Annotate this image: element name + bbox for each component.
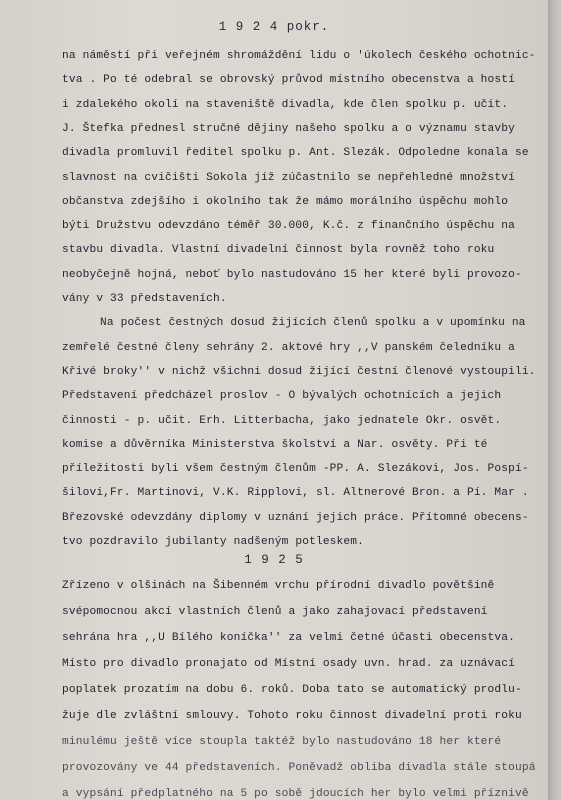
text-line: minulému ještě více stoupla taktéž bylo nastudováno 18 her které: [62, 736, 502, 748]
text-line: činnosti - p. učit. Erh. Litterbacha, jako jednatele Okr. osvět.: [62, 415, 502, 427]
text-line: vány v 33 představeních.: [62, 293, 227, 305]
text-line: divadla promluvil ředitel spolku p. Ant. Slezák. Odpoledne konala se: [62, 147, 529, 159]
text-line: Březovské odevzdány diplomy v uznání jejich práce. Přítomné obecens-: [62, 512, 529, 524]
text-line: stavbu divadla. Vlastní divadelní činnost byla rovněž toho roku: [62, 244, 495, 256]
text-line: komise a důvěrníka Ministerstva školství a Nar. osvěty. Při té: [62, 439, 488, 451]
text-line: Na počest čestných dosud žijících členů spolku a v upomínku na: [100, 317, 526, 329]
text-line: příležitosti byli všem čestným členům -PP. A. Slezákovi, Jos. Pospí-: [62, 463, 529, 475]
text-line: slavnost na cvičišti Sokola jíž zúčastnilo se nepřehledné množství: [62, 172, 515, 184]
text-line: býti Družstvu odevzdáno téměř 30.000, K.č. z finančního úspěchu na: [62, 220, 515, 232]
text-line: poplatek prozatím na dobu 6. roků. Doba tato se automatický prodlu-: [62, 684, 522, 696]
text-line: Křivé broky'' v nichž všichni dosud žijící čestní členové vystoupili.: [62, 366, 536, 378]
text-line: svépomocnou akcí vlastních členů a jako zahajovací představení: [62, 606, 488, 618]
page-heading: 1 9 2 4 pokr.: [218, 20, 330, 34]
text-line: provozovány ve 44 představeních. Poněvadž obliba divadla stále stoupá: [62, 762, 536, 774]
text-line: neobyčejně hojná, neboť bylo nastudováno 15 her které byli provozo-: [62, 269, 522, 281]
text-line: Zřízeno v olšinách na Šibenném vrchu přírodní divadlo povětšině: [62, 580, 495, 592]
text-line: občanstva zdejšího i okolního tak že mámo morálního úspěchu mohlo: [62, 196, 509, 208]
text-line: sehrána hra ,,U Bílého koníčka'' za velmi četné účasti obecenstva.: [62, 632, 515, 644]
text-line: na náměstí při veřejném shromáždění lidu o 'úkolech českého ochotnic-: [62, 50, 536, 62]
year-heading: 1 9 2 5: [244, 553, 304, 567]
page-edge: [548, 0, 561, 800]
text-line: šilovi,Fr. Martinovi, V.K. Ripplovi, sl. Altnerové Bron. a Pí. Mar .: [62, 487, 529, 499]
text-line: J. Štefka přednesl stručné dějiny našeho spolku a o významu stavby: [62, 123, 515, 135]
text-line: tvo pozdravilo jubilanty nadšeným potleskem.: [62, 536, 364, 548]
text-line: tva . Po té odebral se obrovský průvod místního obecenstva a hostí: [62, 74, 515, 86]
text-line: Představení předcházel proslov - O bývalých ochotnících a jejich: [62, 390, 502, 402]
text-line: a vypsání předplatného na 5 po sobě jdoucích her bylo velmi příznivě: [62, 788, 529, 800]
text-line: žuje dle zvláštní smlouvy. Tohoto roku činnost divadelní proti roku: [62, 710, 522, 722]
text-line: i zdalekého okolí na staveniště divadla, kde člen spolku p. učit.: [62, 99, 509, 111]
text-line: zemřelé čestné členy sehrány 2. aktové hry ,,V panském čeledníku a: [62, 342, 515, 354]
text-line: Místo pro divadlo pronajato od Místní osady uvn. hrad. za uznávací: [62, 658, 515, 670]
